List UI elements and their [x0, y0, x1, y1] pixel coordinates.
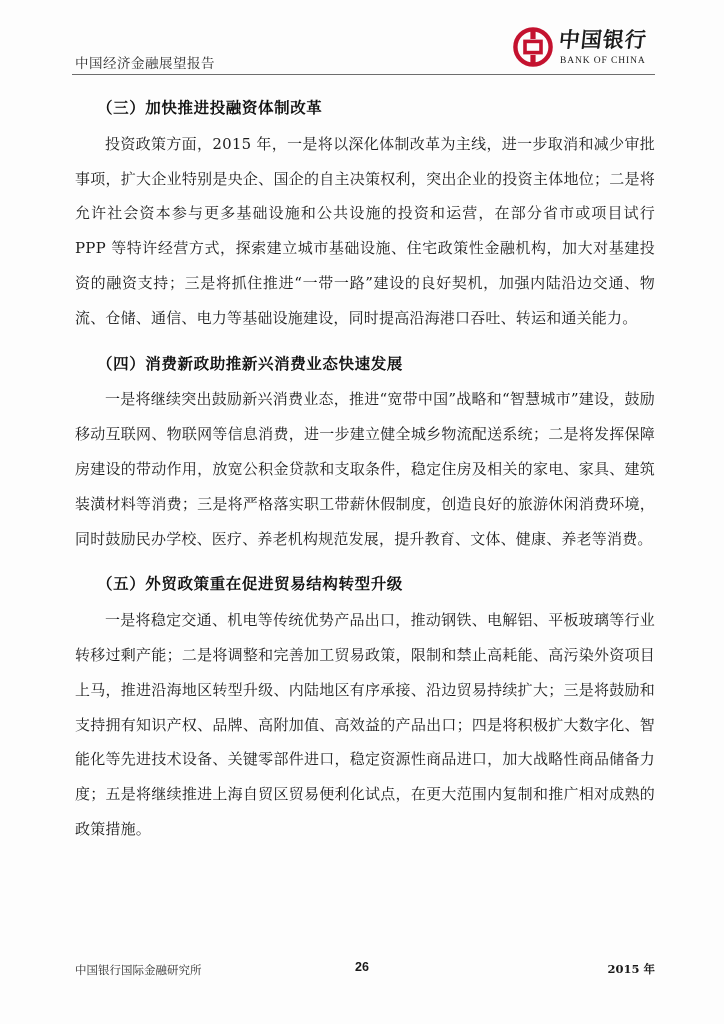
boc-english-name: BANK OF CHINA [560, 56, 646, 66]
section-paragraph-5: 一是将稳定交通、机电等传统优势产品出口，推动钢铁、电解铝、平板玻璃等行业转移过剩产能；二是将调整和完善加工贸易政策，限制和禁止高耗能、高污染外资项目上马，推进沿海地区转型升级、内陆地区有序承接、沿边贸易持续扩大；三是将鼓励和支持拥有知识产权、品牌、高附加值、高效益的产品出口；四是将积极扩大数字化、智能化等先进技术设备、关键零部件进口，稳定资源性商品进口，加大战略性商品储备力度；五是将继续推进上海自贸区贸易便利化试点，在更大范围内复制和推广相对成熟的政策措施。 [75, 611, 655, 838]
page-footer [0, 944, 724, 1024]
bank-of-china-logo [513, 26, 663, 74]
section-heading-5: （五）外贸政策重在促进贸易结构转型升级 [97, 574, 403, 594]
header-report-title: 中国经济金融展望报告 [75, 56, 215, 72]
boc-wordmark [559, 26, 663, 72]
page-header [0, 0, 724, 80]
boc-emblem-icon [513, 27, 553, 67]
boc-chinese-name: 中国银行 [557, 27, 649, 52]
section-paragraph-3: 投资政策方面，2015 年，一是将以深化体制改革为主线，进一步取消和减少审批事项，扩大企业特别是央企、国企的自主决策权利，突出企业的投资主体地位；二是将允许社会资本参与更多基础设施和公共设施的投资和运营，在部分省市或项目试行 PPP 等特许经营方式，探索建立城市基础设施、住宅政策性金融机构，加大对基建投资的融资支持；三是将抓住推进“一带一路”建设的良好契机，加强内陆沿边交通、物流、仓储、通信、电力等基础设施建设，同时提高沿海港口吞吐、转运和通关能力。 [75, 134, 655, 327]
footer-page-number: 26 [355, 960, 369, 974]
document-content [75, 80, 655, 847]
section-heading-4: （四）消费新政助推新兴消费业态快速发展 [97, 353, 403, 373]
section-heading-3: （三）加快推进投融资体制改革 [97, 98, 323, 117]
header-divider [72, 74, 655, 75]
footer-institute: 中国银行国际金融研究所 [75, 963, 202, 977]
section-paragraph-4: 一是将继续突出鼓励新兴消费业态，推进“宽带中国”战略和“智慧城市”建设，鼓励移动互联网、物联网等信息消费，进一步建立健全城乡物流配送系统；二是将发挥保障房建设的带动作用，放宽公积金贷款和支取条件，稳定住房及相关的家电、家具、建筑装潢材料等消费；三是将严格落实职工带薪休假制度，创造良好的旅游休闲消费环境，同时鼓励民办学校、医疗、养老机构规范发展，提升教育、文体、健康、养老等消费。 [75, 390, 655, 548]
footer-year: 2015 年 [607, 962, 655, 976]
